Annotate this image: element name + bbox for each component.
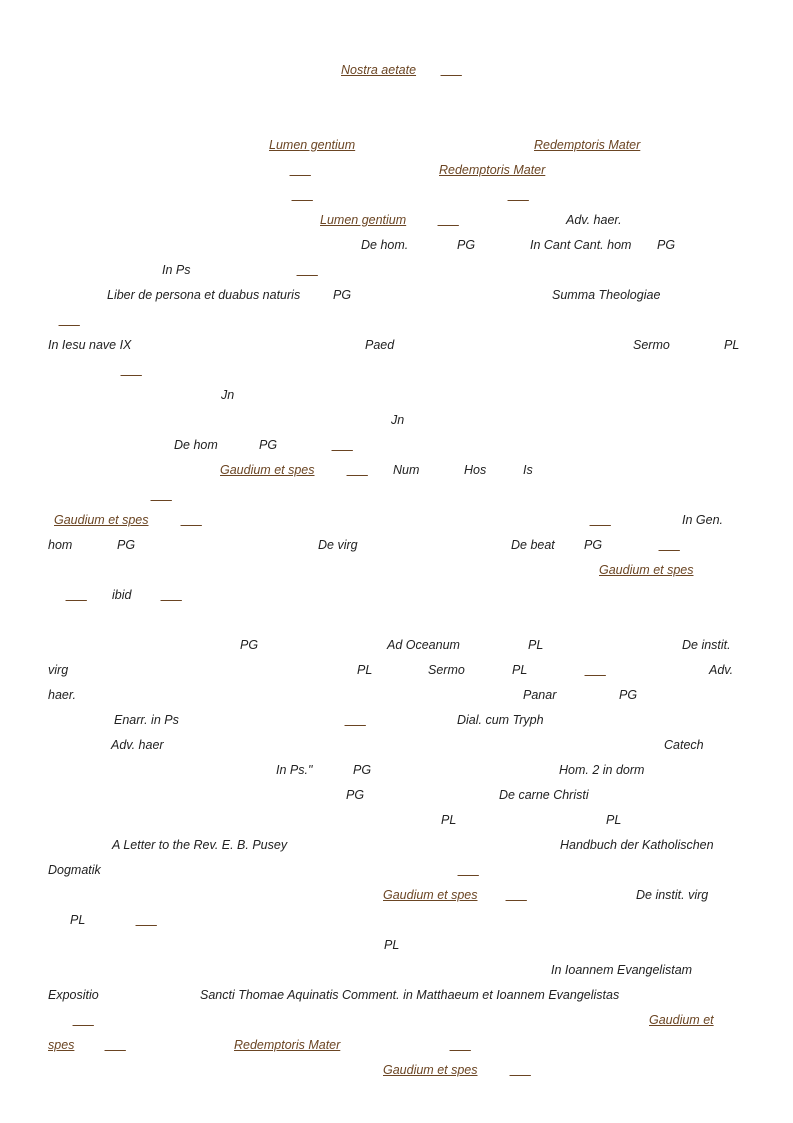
link-blank[interactable]: ___ [441, 63, 462, 77]
citation-text: hom [48, 538, 73, 552]
citation-text: In Gen. [682, 513, 723, 527]
citation-text: virg [48, 663, 69, 677]
citation-text: In Iesu nave IX [48, 338, 132, 352]
reference-link[interactable]: Redemptoris Mater [234, 1038, 341, 1052]
citation-text: Liber de persona et duabus naturis [107, 288, 301, 302]
citation-text: Handbuch der Katholischen [560, 838, 714, 852]
citation-text: De instit. [682, 638, 731, 652]
citation-text: PG [584, 538, 603, 552]
citation-text: haer. [48, 688, 77, 702]
citation-text: Sancti Thomae Aquinatis Comment. in Matthaeum et Ioannem Evangelistas [200, 988, 620, 1002]
reference-link[interactable]: Gaudium et spes [54, 513, 149, 527]
citation-text: PG [619, 688, 638, 702]
link-blank[interactable]: ___ [121, 363, 142, 377]
link-blank[interactable]: ___ [151, 488, 172, 502]
citation-text: Paed [365, 338, 395, 352]
citation-text: De carne Christi [499, 788, 589, 802]
citation-text: In Ioannem Evangelistam [551, 963, 693, 977]
citation-text: A Letter to the Rev. E. B. Pusey [112, 838, 288, 852]
citation-text: Dial. cum Tryph [457, 713, 544, 727]
reference-link[interactable]: Gaudium et spes [599, 563, 694, 577]
reference-link[interactable]: Redemptoris Mater [534, 138, 641, 152]
citation-text: Adv. [709, 663, 734, 677]
citation-text: PG [346, 788, 365, 802]
link-blank[interactable]: ___ [105, 1038, 126, 1052]
link-blank[interactable]: ___ [73, 1013, 94, 1027]
citation-text: PG [333, 288, 352, 302]
citation-text: PL [357, 663, 373, 677]
reference-link[interactable]: spes [48, 1038, 75, 1052]
link-blank[interactable]: ___ [508, 188, 529, 202]
citation-text: De hom. [361, 238, 409, 252]
citation-text: Adv. haer. [566, 213, 622, 227]
link-blank[interactable]: ___ [161, 588, 182, 602]
citation-text: Expositio [48, 988, 99, 1002]
reference-link[interactable]: Gaudium et [649, 1013, 714, 1027]
link-blank[interactable]: ___ [510, 1063, 531, 1077]
reference-link[interactable]: Lumen gentium [269, 138, 356, 152]
link-blank[interactable]: ___ [136, 913, 157, 927]
citation-text: Adv. haer [111, 738, 164, 752]
link-blank[interactable]: ___ [345, 713, 366, 727]
citation-text: Sermo [428, 663, 465, 677]
link-blank[interactable]: ___ [181, 513, 202, 527]
citation-text: ibid [112, 588, 132, 602]
citation-text: PG [657, 238, 676, 252]
citation-text: Hos [464, 463, 487, 477]
citation-text: De hom [174, 438, 218, 452]
reference-link[interactable]: Redemptoris Mater [439, 163, 546, 177]
reference-link[interactable]: Gaudium et spes [220, 463, 315, 477]
link-blank[interactable]: ___ [347, 463, 368, 477]
citation-text: Enarr. in Ps [114, 713, 179, 727]
link-blank[interactable]: ___ [290, 163, 311, 177]
reference-link[interactable]: Nostra aetate [341, 63, 417, 77]
citation-text: Is [523, 463, 533, 477]
link-blank[interactable]: ___ [585, 663, 606, 677]
link-blank[interactable]: ___ [506, 888, 527, 902]
link-blank[interactable]: ___ [450, 1038, 471, 1052]
citation-text: Sermo [633, 338, 670, 352]
citation-text: PL [70, 913, 86, 927]
citation-text: PL [512, 663, 528, 677]
citation-text: Jn [391, 413, 405, 427]
citation-text: PG [353, 763, 372, 777]
citation-text: Catech [664, 738, 704, 752]
citation-text: Summa Theologiae [552, 288, 661, 302]
citation-text: PL [724, 338, 740, 352]
citation-text: PL [384, 938, 400, 952]
citation-text: De instit. virg [636, 888, 709, 902]
citation-text: PG [457, 238, 476, 252]
reference-link[interactable]: Gaudium et spes [383, 1063, 478, 1077]
citation-text: PG [117, 538, 136, 552]
link-blank[interactable]: ___ [292, 188, 313, 202]
citation-text: Panar [523, 688, 557, 702]
reference-link[interactable]: Gaudium et spes [383, 888, 478, 902]
link-blank[interactable]: ___ [659, 538, 680, 552]
citation-text: PG [259, 438, 278, 452]
citation-text: PL [441, 813, 457, 827]
link-blank[interactable]: ___ [297, 263, 318, 277]
citation-text: Hom. 2 in dorm [559, 763, 645, 777]
citation-text: Jn [221, 388, 235, 402]
citation-text: In Ps [162, 263, 191, 277]
citation-text: In Ps." [276, 763, 313, 777]
citation-text: PG [240, 638, 259, 652]
citation-text: PL [528, 638, 544, 652]
link-blank[interactable]: ___ [59, 313, 80, 327]
citation-text: Ad Oceanum [387, 638, 460, 652]
reference-link[interactable]: Lumen gentium [320, 213, 407, 227]
link-blank[interactable]: ___ [590, 513, 611, 527]
link-blank[interactable]: ___ [438, 213, 459, 227]
link-blank[interactable]: ___ [66, 588, 87, 602]
citation-text: Dogmatik [48, 863, 101, 877]
citation-text: In Cant Cant. hom [530, 238, 632, 252]
citation-text: PL [606, 813, 622, 827]
citation-text: De beat [511, 538, 555, 552]
citation-text: De virg [318, 538, 358, 552]
link-blank[interactable]: ___ [458, 863, 479, 877]
link-blank[interactable]: ___ [332, 438, 353, 452]
citation-text: Num [393, 463, 420, 477]
